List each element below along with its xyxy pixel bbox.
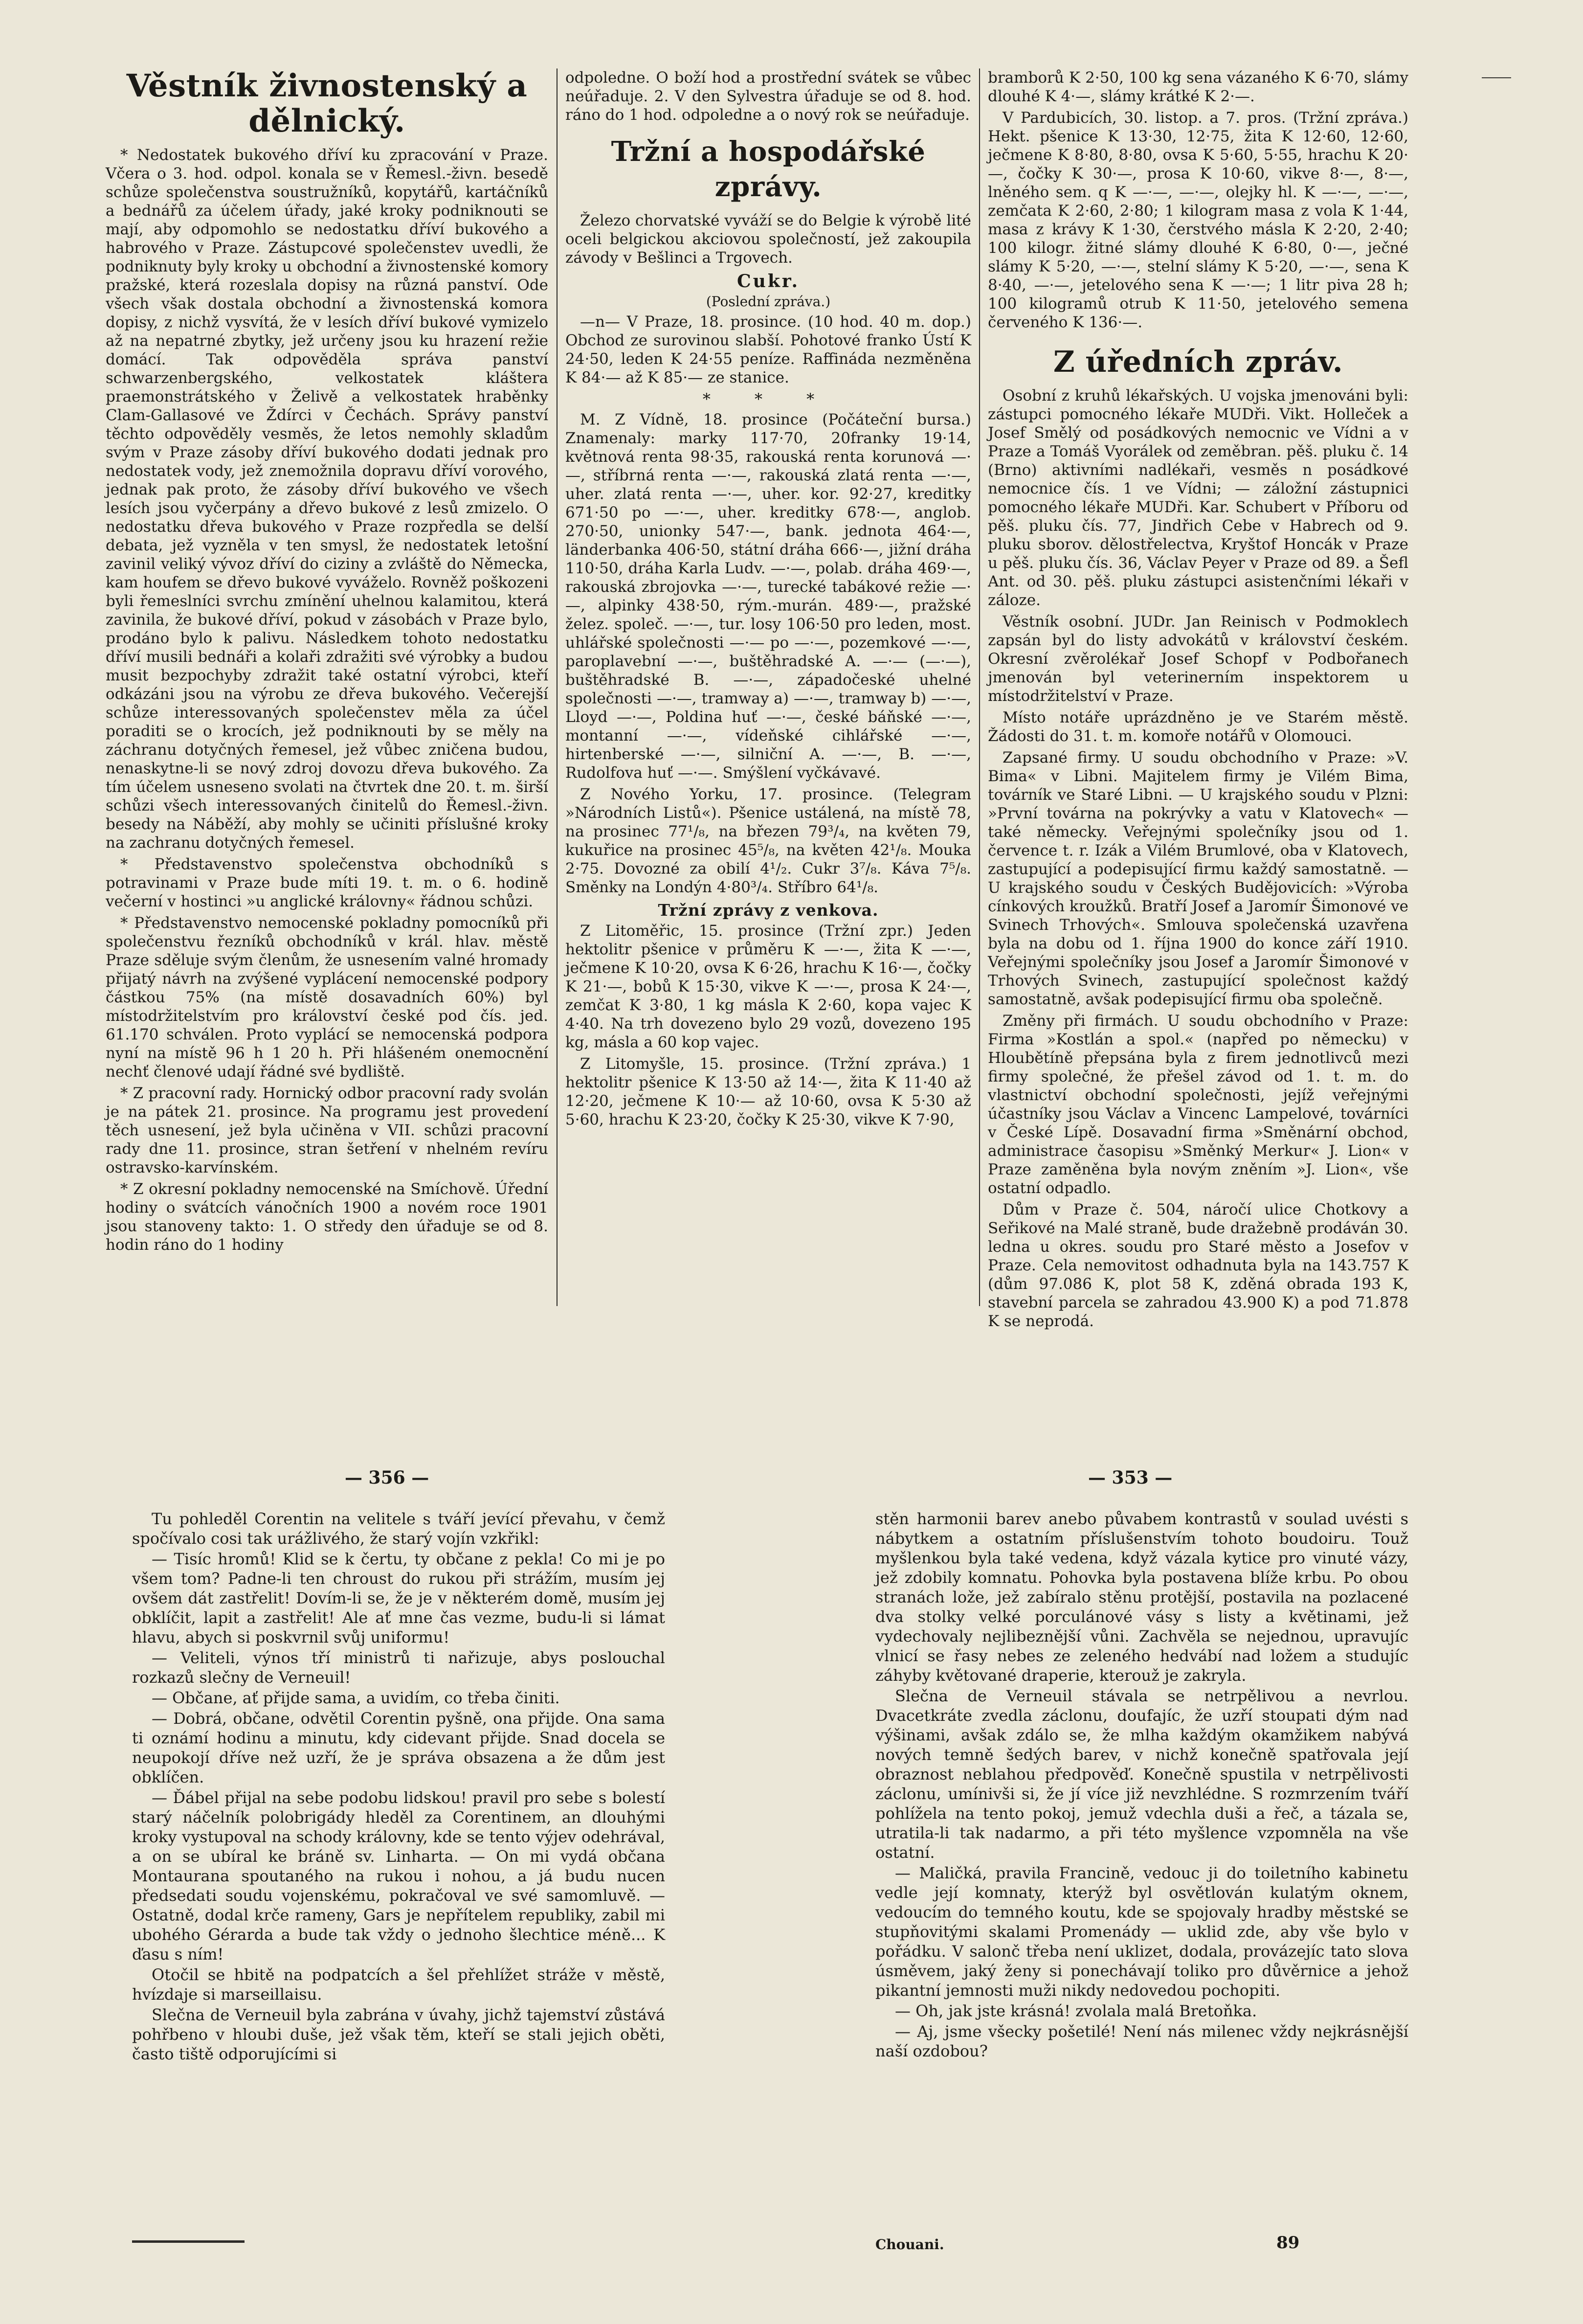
novel-paragraph: — Aj, jsme všecky pošetilé! Není nás milenec vždy nejkrásnější naší ozdobou? xyxy=(875,2022,1408,2060)
page-number-right: — 353 — xyxy=(1088,1467,1173,1488)
article-paragraph: * Představenstvo společenstva obchodníků s potravinami v Praze bude míti 19. t. m. o 6. hodině večerní v hostinci »u anglické královny« řádnou schůzi. xyxy=(106,856,548,910)
subheading-note: (Poslední zpráva.) xyxy=(706,293,831,310)
article-paragraph: Z Nového Yorku, 17. prosince. (Telegram »Národních Listů«). Pšenice ustálená, na místě 78, na prosinec 77¹/₈, na březen 79³/₄, na květen 79, kukuřice na prosinec 45⁵/₈, na květen 42¹/₈. Mouka 2·75. Dovozné za obilí 4¹/₂. Cukr 3⁷/₈. Káva 7⁵/₈. Směnky na Londýn 4·80³/₄. Stříbro 64¹/₈. xyxy=(565,786,971,896)
column-3 xyxy=(988,68,1408,1333)
footer-title: Chouani. xyxy=(875,2236,944,2253)
column-1 xyxy=(106,68,548,1257)
article-paragraph: Místo notáře uprázdněno je ve Starém městě. Žádosti do 31. t. m. komoře notářů v Olomouci. xyxy=(988,709,1408,745)
article-paragraph: bramborů K 2·50, 100 kg sena vázaného K 6·70, slámy dlouhé K 4·—, slámy krátké K 2·—. xyxy=(988,69,1408,105)
novel-paragraph: — Občane, ať přijde sama, a uvidím, co třeba činiti. xyxy=(152,1689,560,1707)
footer-page-number: 89 xyxy=(1276,2233,1300,2253)
novel-paragraph: Otočil se hbitě na podpatcích a šel přehlížet stráže v městě, hvízdaje si marseillaisu. xyxy=(132,1965,665,2004)
column-rule-2 xyxy=(979,68,980,1306)
article-paragraph: * Z pracovní rady. Hornický odbor pracovní rady svolán je na pátek 21. prosince. Na programu jest provedení těch usnesení, jež byla učiněna v VII. schůzi pracovní rady dne 11. prosince, stran šetření v nhelném revíru ostravsko-karvínském. xyxy=(106,1084,548,1176)
novel-paragraph: — Ďábel přijal na sebe podobu lidskou! pravil pro sebe s bolestí starý náčelník polobrigády hleděl za Corentinem, an dlouhými kroky vystupoval na schody královny, kde se tento výjev odehrával, a on se ubíral ke bráně sv. Linharta. — On mi vydá občana Montaurana spoutaného na rukou i nohou, a já budu nucen předsedati soudu vojenskému, pokračoval ve své samomluvě. — Ostatně, dodal krče rameny, Gars je nepřítelem republiky, zabil mi ubohého Gérarda a bude tak vždy o jednoho šlechtice méně... K ďasu s ním! xyxy=(132,1788,665,1963)
novel-paragraph: — Veliteli, výnos tří ministrů ti nařizuje, abys poslouchal rozkazů slečny de Verneuil! xyxy=(132,1648,665,1687)
novel-paragraph: — Tisíc hromů! Klid se k čertu, ty občane z pekla! Co mi je po všem tom? Padne-li ten chroust do rukou při strážím, musím jej ovšem dát zastřelit! Dovím-li se, že je v některém domě, musím jej obklíčit, lapit a zastřelit! Ale ať mne čas vezme, budu-li si lámat hlavu, abych si poskvrnil svůj uniformu! xyxy=(132,1550,665,1647)
article-paragraph: V Pardubicích, 30. listop. a 7. pros. (Tržní zpráva.) Hekt. pšenice K 13·30, 12·75, žita K 12·60, 12·60, ječmene K 8·80, 8·80, ovsa K 5·60, 5·55, hrachu K 20·—, čočky K 30·—, prosa K 10·60, vikve 8·—, 8·—, lněného sem. q K —·—, —·—, olejky hl. K —·—, —·—, zemčata K 2·60, 2·80; 1 kilogram masa z vola K 1·44, masa z krávy K 1·30, čerstvého másla K 2·20, 2·40; 100 kilogr. žitné slámy dlouhé K 6·80, 0·—, ječné slámy K 5·20, —·—, stelní slámy K 5·20, —·—, sena K 8·40, —·—, jetelového sena K —·—; 1 litr piva 28 h; 100 kilogramů otrub K 11·50, jetelového semena červeného K 136·—. xyxy=(988,109,1408,331)
article-paragraph: Z Litomyšle, 15. prosince. (Tržní zpráva.) 1 hektolitr pšenice K 13·50 až 14·—, žita K 11·40 až 12·20, ječmene K 10·— až 10·60, ovsa K 5·30 až 5·60, hrachu K 23·20, čočky K 25·30, vikve K 7·90, xyxy=(565,1055,971,1128)
page-number-left: — 356 — xyxy=(345,1467,429,1488)
article-paragraph: odpoledne. O boží hod a prostřední svátek se vůbec neúřaduje. 2. V den Sylvestra úřaduje se od 8. hod. ráno do 1 hod. odpoledne a o nový rok se neúřaduje. xyxy=(565,69,971,124)
novel-paragraph: — Dobrá, občane, odvětil Corentin pyšně, ona přijde. Ona sama ti oznámí hodinu a minutu, kdy cidevant přijde. Snad docela se neupokojí dříve než uzří, že je správa obsazena a že dům jest obklíčen. xyxy=(132,1709,665,1786)
article-paragraph: * Představenstvo nemocenské pokladny pomocníků při společenstvu řezníků obchodníků v král. hlav. městě Praze sděluje svým členům, že usnesením valné hromady přijatý návrh na zvýšené vyplácení nemocenské podpory částkou 75% (na místě dosavadních 60%) byl místodržitelstvím pro království české pod čís. jed. 61.170 schválen. Proto vyplácí se nemocenská podpora nyní na místě 96 h 1 20 h. Při hlášeném onemocnění nechť členové udají řádné své bydliště. xyxy=(106,914,548,1081)
section-separator: * * * xyxy=(702,390,834,408)
article-paragraph: Zapsané firmy. U soudu obchodního v Praze: »V. Bima« v Libni. Majitelem firmy je Vilém Bima, továrník ve Staré Libni. — U krajského soudu v Plzni: »První továrna na pokrývky a vatu v Klatovech« — také německy. Veřejnými společníky jsou od 1. července t. r. Izák a Vilém Brumlové, oba v Klatovech, zastupující a podepisující firmu každý samostatně. — U krajského soudu v Českých Budějovicích: »Výroba cínkových kroužků. Bratří Josef a Jaromír Šimonové ve Svinech Trhových«. Smlouva společenská uzavřena byla na dobu od 1. října 1900 do konce září 1910. Veřejnými společníky jsou Josef a Jaromír Šimonové v Trhových Svinech, zastupující společnost každý samostatně, avšak podepisující firmu oba společně. xyxy=(988,749,1408,1008)
article-paragraph: —n— V Praze, 18. prosince. (10 hod. 40 m. dop.) Obchod ze surovinou slabší. Pohotové franko Ústí K 24·50, leden K 24·55 peníze. Raffináda nezměněna K 84·— až K 85·— ze stanice. xyxy=(565,313,971,386)
cut-line-mark xyxy=(132,2240,245,2243)
article-paragraph: * Z okresní pokladny nemocenské na Smíchově. Úřední hodiny o svátcích vánočních 1900 a novém roce 1901 jsou stanoveny takto: 1. O středy den úřaduje se od 8. hodin ráno do 1 hodiny xyxy=(106,1180,548,1254)
article-paragraph: * Nedostatek bukového dříví ku zpracování v Praze. Včera o 3. hod. odpol. konala se v Řemesl.-živn. besedě schůze společenstva soustružníků, kopytářů, kartáčníků a bednářů za účelem úřady, jaké kroky podniknouti se mají, aby odpomohlo se nedostatku dříví bukového a habrového v Praze. Zástupcové společenstev uvedli, že podniknuty byly kroky u obchodní a živnostenské komory pražské, která rozeslala dopisy na různá panství. Ode všech však dostala obchodní a živnostenská komora dopisy, z nichž vysvítá, že v lesích dříví bukové vymizelo až na nepatrné zbytky, jež určeny jsou ku hrazení režie domácí. Tak odpověděla správa panství schwarzenbergského, velkostatek klášterа praemonstrátského v Želivě a velkostatek hraběnky Clam-Gallasové ve Ždírci v Čechách. Správy panství těchto odpověděly vesměs, že letos nemohly skladům svým v Praze zásoby dříví bukového dodati jednak pro nedostatek vody, jež znemožnila dopravu dříví vorového, jednak pak proto, že zásoby dříví bukového ve všech lesích jsou vyčerpány a dřevo bukové z lesů zmizelo. O nedostatku dřeva bukového v Praze rozpředla se delší debata, jež vyzněla v ten smysl, že nedostatek letošní zavinil veliký vývoz dříví do ciziny a zvláště do Německa, kam houfem se dřevo bukové vyváželo. Rovněž poškozeni byli řemeslníci svrchu zmínění uhelnou kalamitou, která zavinila, že bukové dříví, pokud v zásobách v Praze bylo, prodáno bylo k palivu. Následkem tohoto nedostatku dříví musili bednáři a kolaři zdražiti své výrobky a budou musit bezpochyby zdražit také ostatní výrobci, kteří odkázáni jsou na výrobu ze dřeva bukového. Večerejší schůze interessovaných společenstev měla za účel poraditi se o krocích, jež podniknouti by se měly na záchranu dotyčných řemesel, jež vůbec zničena budou, nenaskytne-li se nový zdroj dovozu dřeva bukového. Za tím účelem usneseno svolati na čtvrtek dne 20. t. m. širší schůzi všech interessovaných činitelů do Řemesl.-živn. besedy na Náběží, aby mohly se učiniti příslušné kroky na zachranu dotyčných řemesel. xyxy=(106,146,548,852)
novel-column-left xyxy=(132,1509,665,2065)
top-right-dash xyxy=(1482,77,1511,78)
novel-paragraph: Tu pohleděl Corentin na velitele s tváří jevící převahu, v čemž spočívalo cosi tak urážlivého, že starý vojín vzkřikl: xyxy=(132,1510,665,1548)
column-2 xyxy=(565,68,971,1132)
section-heading-official: Z úředních zpráv. xyxy=(1053,345,1343,379)
novel-paragraph: — Maličká, pravila Francině, vedouc ji do toiletního kabinetu vedle její komnaty, kterýž byl osvětlován kulatým oknem, vedoucím do temného koutu, kde se spojovaly hradby městské se stupňovitými skalami Promenády — uklid zde, aby vše bylo v pořádku. V salonč třeba není uklizet, dodala, provázejíc tato slova úsměvem, jaký ženy si ponechávají toliko pro důvěrnice a jehož pikantní jemnosti muži nikdy nedovedou pochopiti. xyxy=(875,1864,1408,2000)
article-paragraph: M. Z Vídně, 18. prosince (Počáteční bursa.) Znamenaly: marky 117·70, 20franky 19·14, květnová renta 98·35, rakouská renta korunová —·—, stříbrná renta —·—, rakouská zlatá renta —·—, uher. zlatá renta —·—, uher. kor. 92·27, kreditky 671·50 po —·—, uher. kreditky 678·—, anglob. 270·50, unionky 547·—, bank. jednota 464·—, länderbanka 406·50, státní dráha 666·—, jižní dráha 110·50, dráha Karla Ludv. —·—, polab. dráha 469·—, rakouská zbrojovka —·—, turecké tabákové režie —·—, alpinky 438·50, rým.-murán. 489·—, pražské želez. společ. —·—, tur. losy 106·50 pro leden, most. uhlářské společnosti —·— po —·—, pozemkové —·—, paroplavební —·—, buštěhradské A. —·— (—·—), buštěhradské B. —·—, západočeské uhelné společnosti —·—, tramway a) —·—, tramway b) —·—, Lloyd —·—, Poldina huť —·—, české báňské —·—, montanní —·—, vídeňské cihlářské —·—, hirtenberské —·—, silniční A. —·—, B. —·—, Rudolfova huť —·—. Smýšlení vyčkávavé. xyxy=(565,411,971,782)
novel-paragraph: stěn harmonii barev anebo půvabem kontrastů v soulad uvésti s nábytkem a ostatním příslušenstvím tohoto boudoiru. Touž myšlenkou byla také vedena, když vázala kytice pro vinuté vázy, jež zdobily komnatu. Pohovka byla postavena blíže krbu. Po obou stranách lože, jež zabíralo stěnu protější, postavila na pozlacené dva stolky velké porculánové vásy s listy a květinami, jež vydechovaly nejlibeznější vůni. Zachvěla se nejednou, upravujíc vlnicí se řasy nebes ze zeleného hedvábí nad ložem a studujíc záhyby květované draperie, kterouž je zakryla. xyxy=(875,1510,1408,1685)
article-paragraph: Železo chorvatské vyváží se do Belgie k výrobě lité oceli belgickou akciovou společností, jež zakoupila závody v Bešlinci a Trgovech. xyxy=(565,212,971,267)
article-paragraph: Osobní z kruhů lékařských. U vojska jmenováni byli: zástupci pomocného lékaře MUDři. Vikt. Holleček a Josef Smělý od posádkových nemocnic ve Vídni a v Praze a Tomáš Vyorálek od zeměbran. pěš. pluku č. 14 (Brno) aktivními nadlékaři, vesměs n posádkové nemocnice čís. 1 ve Vídni; — záložní zástupnici pomocného lékaře MUDři. Kar. Schubert v Příboru od pěš. pluku čís. 77, Jindřich Cebe v Habrech od 9. pluku sborov. dělostřelectva, Kryštof Honcák v Praze u pěš. pluku čís. 36, Václav Peyer v Praze od 89. a Šefl Ant. od 30. pěš. pluku zástupci asistenčními lékaři v záloze. xyxy=(988,387,1408,609)
article-paragraph: Změny při firmách. U soudu obchodního v Praze: Firma »Kostlán a spol.« (napřed po německu) v Hloubětíně přepsána byla z firem jednotlivců mezi firmy společné, že přešel závod od 1. t. m. do vlastnictví obchodní společnosti, jejíž veřejnými účastníky jsou Václav a Vincenc Lampelové, továrníci v České Lípě. Dosavadní firma »Směnární obchod, administrace časopisu »Směnký Merkur« J. Lion« v Praze zaměněna byla novým zněním »J. Lion«, vše ostatní odpadlo. xyxy=(988,1012,1408,1197)
section-heading-trade: Věstník živnostenský a dělnický. xyxy=(126,68,528,139)
novel-paragraph: — Oh, jak jste krásná! zvolala malá Bretoňka. xyxy=(895,2002,1257,2020)
novel-paragraph: Slečna de Verneuil byla zabrána v úvahy, jichž tajemství zůstává pohřbeno v hloubi duše, jež však těm, kteří se stali jejich oběti, často tiště odporujícími si xyxy=(132,2006,665,2063)
article-paragraph: Věstník osobní. JUDr. Jan Reinisch v Podmoklech zapsán byl do listy advokátů v království českém. Okresní zvěrolékař Josef Schopf v Podbořanech jmenován byl veterinerním inspektorem u místodržitelství v Praze. xyxy=(988,613,1408,705)
novel-paragraph: Slečna de Verneuil stávala se netrpělivou a nevrlou. Dvacetkráte zvedla záclonu, doufajíc, že uzří stoupati dým nad výšinami, avšak zdálo se, že mlha každým okamžikem nabývá nových temně šedých barev, v nichž konečně spatřovala její obraznost neblahou předpověď. Konečně spustila v netrpělivosti záclonu, umínivši si, že jí více již nevzhlédne. S rozmrzením tváří pohlížela na tento pokoj, jemuž vdechla duši a řeč, a tázala se, utratila-li tak nadarmo, a při této myšlence vzpomněla na vše ostatní. xyxy=(875,1687,1408,1862)
article-paragraph: Z Litoměřic, 15. prosince (Tržní zpr.) Jeden hektolitr pšenice v průměru K —·—, žita K —·—, ječmene K 10·20, ovsa K 6·26, hrachu K 16·—, čočky K 21·—, bobů K 15·30, vikve K —·—, prosa K 24·—, zemčat K 3·80, 1 kg másla K 2·60, kopa vajec K 4·40. Na trh dovezeno bylo 29 vozů, dovezeno 195 kg, másla a 60 kop vajec. xyxy=(565,922,971,1051)
subheading-rural-markets: Tržní zprávy z venkova. xyxy=(658,901,879,920)
article-paragraph: Dům v Praze č. 504, náročí ulice Chotkovy a Seřikové na Malé straně, bude dražebně prodáván 30. ledna u okres. soudu pro Staré město a Josefov v Praze. Cela nemovitost odhadnuta byla na 143.757 K (dům 97.086 K, plot 58 K, zděná obrada 193 K, stavební parcela se zahradou 43.900 K) a pod 71.878 K se neprodá. xyxy=(988,1201,1408,1330)
novel-column-right xyxy=(875,1509,1408,2062)
subheading-sugar: Cukr. xyxy=(737,271,800,292)
section-heading-market: Tržní a hospodářské zprávy. xyxy=(611,135,926,203)
